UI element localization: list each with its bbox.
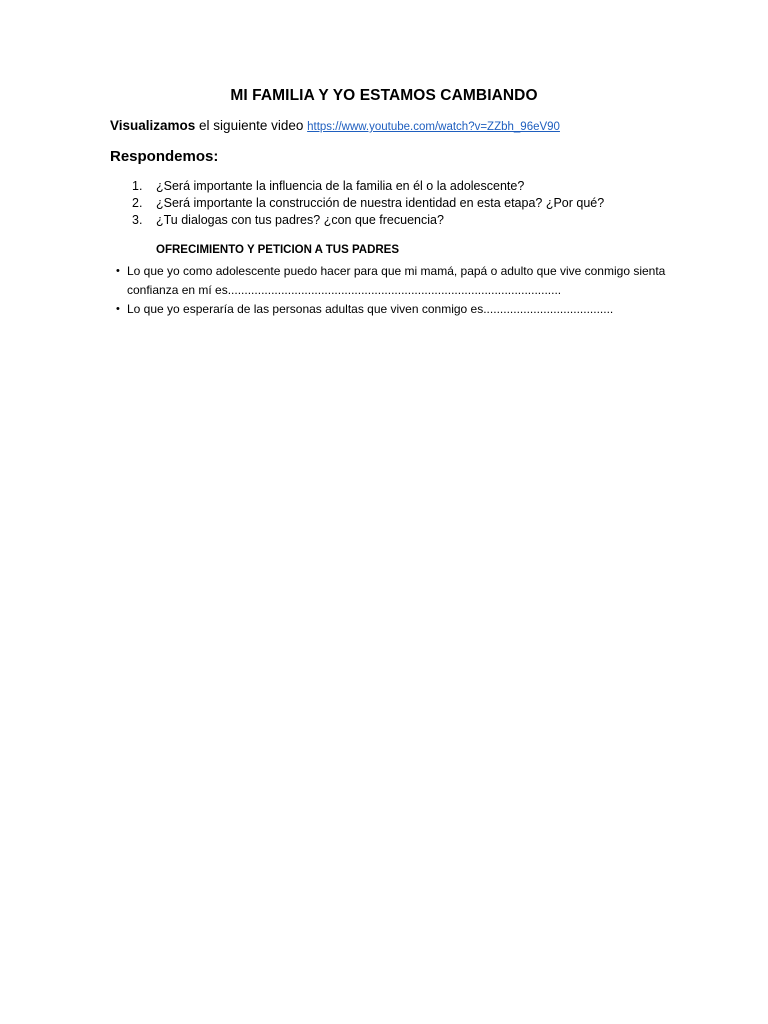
bullet-list	[116, 262, 676, 319]
question-text: ¿Será importante la influencia de la familia en él o la adolescente?	[156, 179, 525, 193]
questions-list	[110, 178, 604, 229]
question-item	[110, 195, 604, 212]
bullet-icon: •	[116, 265, 120, 277]
bullet-item	[116, 300, 676, 319]
question-number: 2.	[132, 196, 143, 210]
bullet-text: Lo que yo como adolescente puedo hacer para que mi mamá, papá o adulto que vive conmigo sienta confianza en mí es....................................................................................................	[127, 264, 666, 297]
video-link[interactable]: https://www.youtube.com/watch?v=ZZbh_96eV90	[307, 121, 560, 133]
video-instruction-text: el siguiente video	[195, 118, 308, 133]
question-number: 3.	[132, 213, 143, 227]
question-text: ¿Tu dialogas con tus padres? ¿con que frecuencia?	[156, 213, 444, 227]
bullet-item	[116, 262, 676, 300]
video-instruction	[110, 118, 560, 133]
question-text: ¿Será importante la construcción de nuestra identidad en esta etapa? ¿Por qué?	[156, 196, 605, 210]
question-item	[110, 178, 604, 195]
bullet-icon: •	[116, 303, 120, 315]
section-heading: OFRECIMIENTO Y PETICION A TUS PADRES	[156, 244, 400, 256]
question-number: 1.	[132, 179, 143, 193]
question-item	[110, 212, 604, 229]
document-title: MI FAMILIA Y YO ESTAMOS CAMBIANDO	[230, 87, 538, 104]
respondemos-heading: Respondemos:	[110, 148, 219, 165]
visualizamos-label: Visualizamos	[110, 118, 196, 133]
bullet-text: Lo que yo esperaría de las personas adultas que viven conmigo es.......................................	[127, 302, 614, 316]
